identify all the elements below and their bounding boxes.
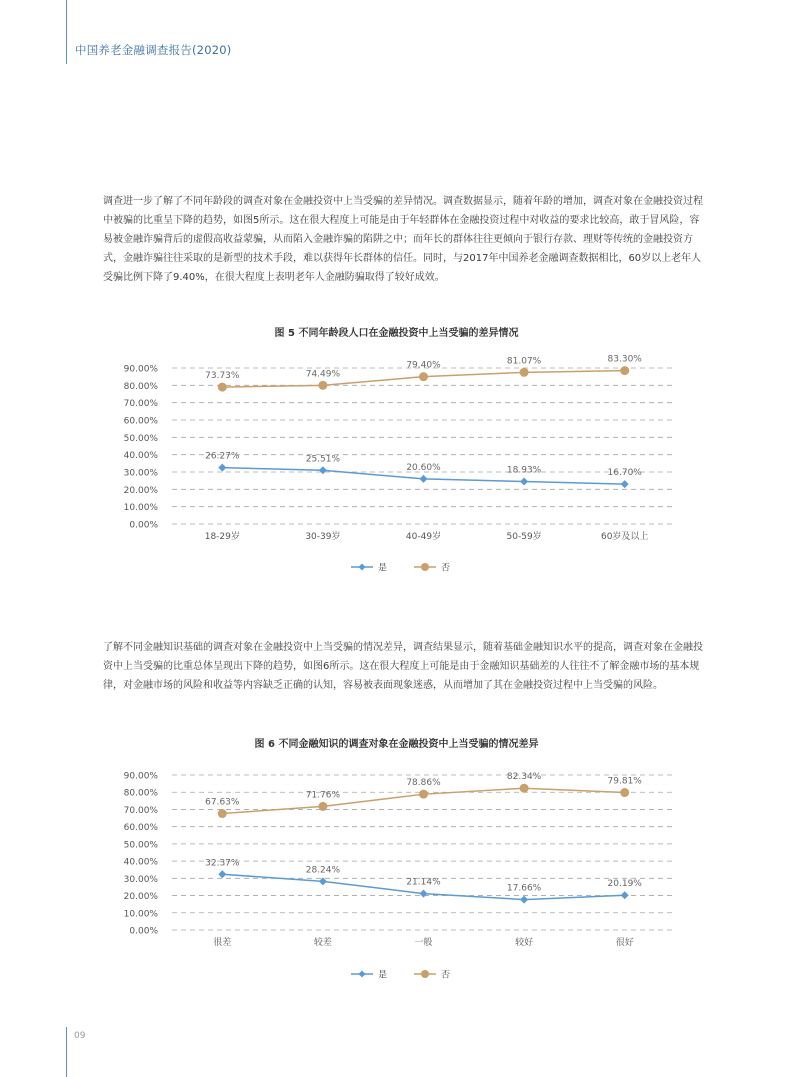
footer-accent-rule <box>66 1027 67 1077</box>
legend-item-no <box>414 563 450 574</box>
x-tick-label: 较好 <box>515 938 534 948</box>
data-label: 20.60% <box>406 462 441 473</box>
data-label: 20.19% <box>607 879 642 890</box>
y-tick-label: 60.00% <box>123 823 158 834</box>
legend-item-yes <box>351 970 387 981</box>
y-tick-label: 20.00% <box>123 485 158 496</box>
y-tick-label: 10.00% <box>123 909 158 920</box>
data-point-no <box>419 790 428 799</box>
legend-label: 否 <box>441 970 451 981</box>
x-tick-label: 很差 <box>213 938 232 948</box>
y-tick-label: 90.00% <box>123 771 158 782</box>
data-label: 78.86% <box>406 778 441 789</box>
data-point-yes <box>520 896 528 904</box>
data-point-no <box>520 368 529 377</box>
y-tick-label: 30.00% <box>123 468 158 479</box>
data-point-no <box>218 809 227 818</box>
x-tick-label: 18-29岁 <box>204 532 240 542</box>
data-point-no <box>318 381 327 390</box>
y-tick-label: 0.00% <box>129 520 158 531</box>
data-label: 81.07% <box>506 356 542 367</box>
data-label: 74.49% <box>305 369 341 380</box>
data-point-no <box>419 372 428 381</box>
figure-6-line-chart <box>0 765 793 990</box>
data-point-no <box>520 784 529 793</box>
figure-5-title: 图 5 不同年龄段人口在金融投资中上当受骗的差异情况 <box>274 328 519 339</box>
data-label: 71.76% <box>305 790 341 801</box>
y-tick-label: 90.00% <box>123 364 158 375</box>
data-point-yes <box>218 464 226 472</box>
x-tick-label: 40-49岁 <box>405 532 442 542</box>
data-point-no <box>318 802 327 811</box>
figure-5-line-chart <box>0 350 793 580</box>
data-label: 16.70% <box>607 468 642 479</box>
data-point-no <box>620 366 629 375</box>
data-point-yes <box>319 466 327 474</box>
x-tick-label: 50-59岁 <box>506 532 542 542</box>
y-tick-label: 50.00% <box>123 840 158 851</box>
legend-item-no <box>414 970 450 981</box>
y-tick-label: 30.00% <box>123 874 158 885</box>
body-paragraph-2: 了解不同金融知识基础的调查对象在金融投资中上当受骗的情况差异，调查结果显示，随着基础金融知识水平的提高，调查对象在金融投资中上当受骗的比重总体呈现出下降的趋势，如图6所示。这在很大程度上可能是由于金融知识基础差的人往往不了解金融市场的基本规律，对金融市场的风险和收益等内容缺乏正确的认知，容易被表面现象迷惑，从而增加了其在金融投资过程中上当受骗的风险。 <box>103 642 703 691</box>
data-label: 26.27% <box>205 451 240 462</box>
running-header-title: 中国养老金融调查报告(2020) <box>75 43 232 57</box>
data-point-yes <box>420 475 428 483</box>
x-tick-label: 一般 <box>414 938 433 948</box>
x-tick-label: 60岁及以上 <box>600 532 649 542</box>
data-label: 21.14% <box>406 877 441 888</box>
data-point-no <box>620 788 629 797</box>
page-number: 09 <box>74 1031 86 1041</box>
legend-label: 否 <box>441 563 451 574</box>
x-tick-label: 较差 <box>313 938 332 948</box>
data-label: 79.40% <box>406 360 441 371</box>
legend-label: 是 <box>378 563 388 574</box>
legend-label: 是 <box>378 970 388 981</box>
data-label: 67.63% <box>205 797 240 808</box>
y-tick-label: 40.00% <box>123 451 158 462</box>
data-point-yes <box>420 890 428 898</box>
y-tick-label: 40.00% <box>123 857 158 868</box>
y-tick-label: 80.00% <box>123 788 158 799</box>
data-label: 83.30% <box>607 354 642 365</box>
y-tick-label: 10.00% <box>123 503 158 514</box>
y-tick-label: 70.00% <box>123 805 158 816</box>
y-tick-label: 50.00% <box>123 433 158 444</box>
data-point-yes <box>218 870 226 878</box>
y-tick-label: 60.00% <box>123 416 158 427</box>
data-label: 32.37% <box>205 858 240 869</box>
data-label: 79.81% <box>607 776 642 787</box>
data-point-yes <box>621 891 629 899</box>
y-tick-label: 70.00% <box>123 399 158 410</box>
header-accent-rule <box>66 0 67 64</box>
body-paragraph-1: 调查进一步了解了不同年龄段的调查对象在金融投资中上当受骗的差异情况。调查数据显示，随着年龄的增加，调查对象在金融投资过程中被骗的比重呈下降的趋势，如图5所示。这在很大程度上可能是由于年轻群体在金融投资过程中对收益的要求比较高，敢于冒风险，容易被金融诈骗背后的虚假高收益蒙骗，从而陷入金融诈骗的陷阱之中；而年长的群体往往更倾向于银行存款、理财等传统的金融投资方式，金融诈骗往往采取的是新型的技术手段，难以获得年长群体的信任。同时，与2017年中国养老金融调查数据相比，60岁以上老年人受骗比例下降了9.40%，在很大程度上表明老年人金融防骗取得了较好成效。 <box>103 196 703 283</box>
x-tick-label: 30-39岁 <box>305 532 341 542</box>
x-tick-label: 很好 <box>615 938 634 948</box>
y-tick-label: 0.00% <box>129 926 158 937</box>
legend-item-yes <box>351 563 387 574</box>
data-point-yes <box>520 478 528 486</box>
data-label: 18.93% <box>506 465 542 476</box>
data-point-no <box>218 383 227 392</box>
y-tick-label: 20.00% <box>123 892 158 903</box>
data-label: 82.34% <box>506 772 542 783</box>
figure-6-title: 图 6 不同金融知识的调查对象在金融投资中上当受骗的情况差异 <box>254 739 539 750</box>
y-tick-label: 80.00% <box>123 381 158 392</box>
data-label: 17.66% <box>506 883 542 894</box>
data-label: 25.51% <box>305 454 341 465</box>
data-point-yes <box>621 480 629 488</box>
data-label: 28.24% <box>305 865 341 876</box>
data-label: 73.73% <box>205 371 240 382</box>
